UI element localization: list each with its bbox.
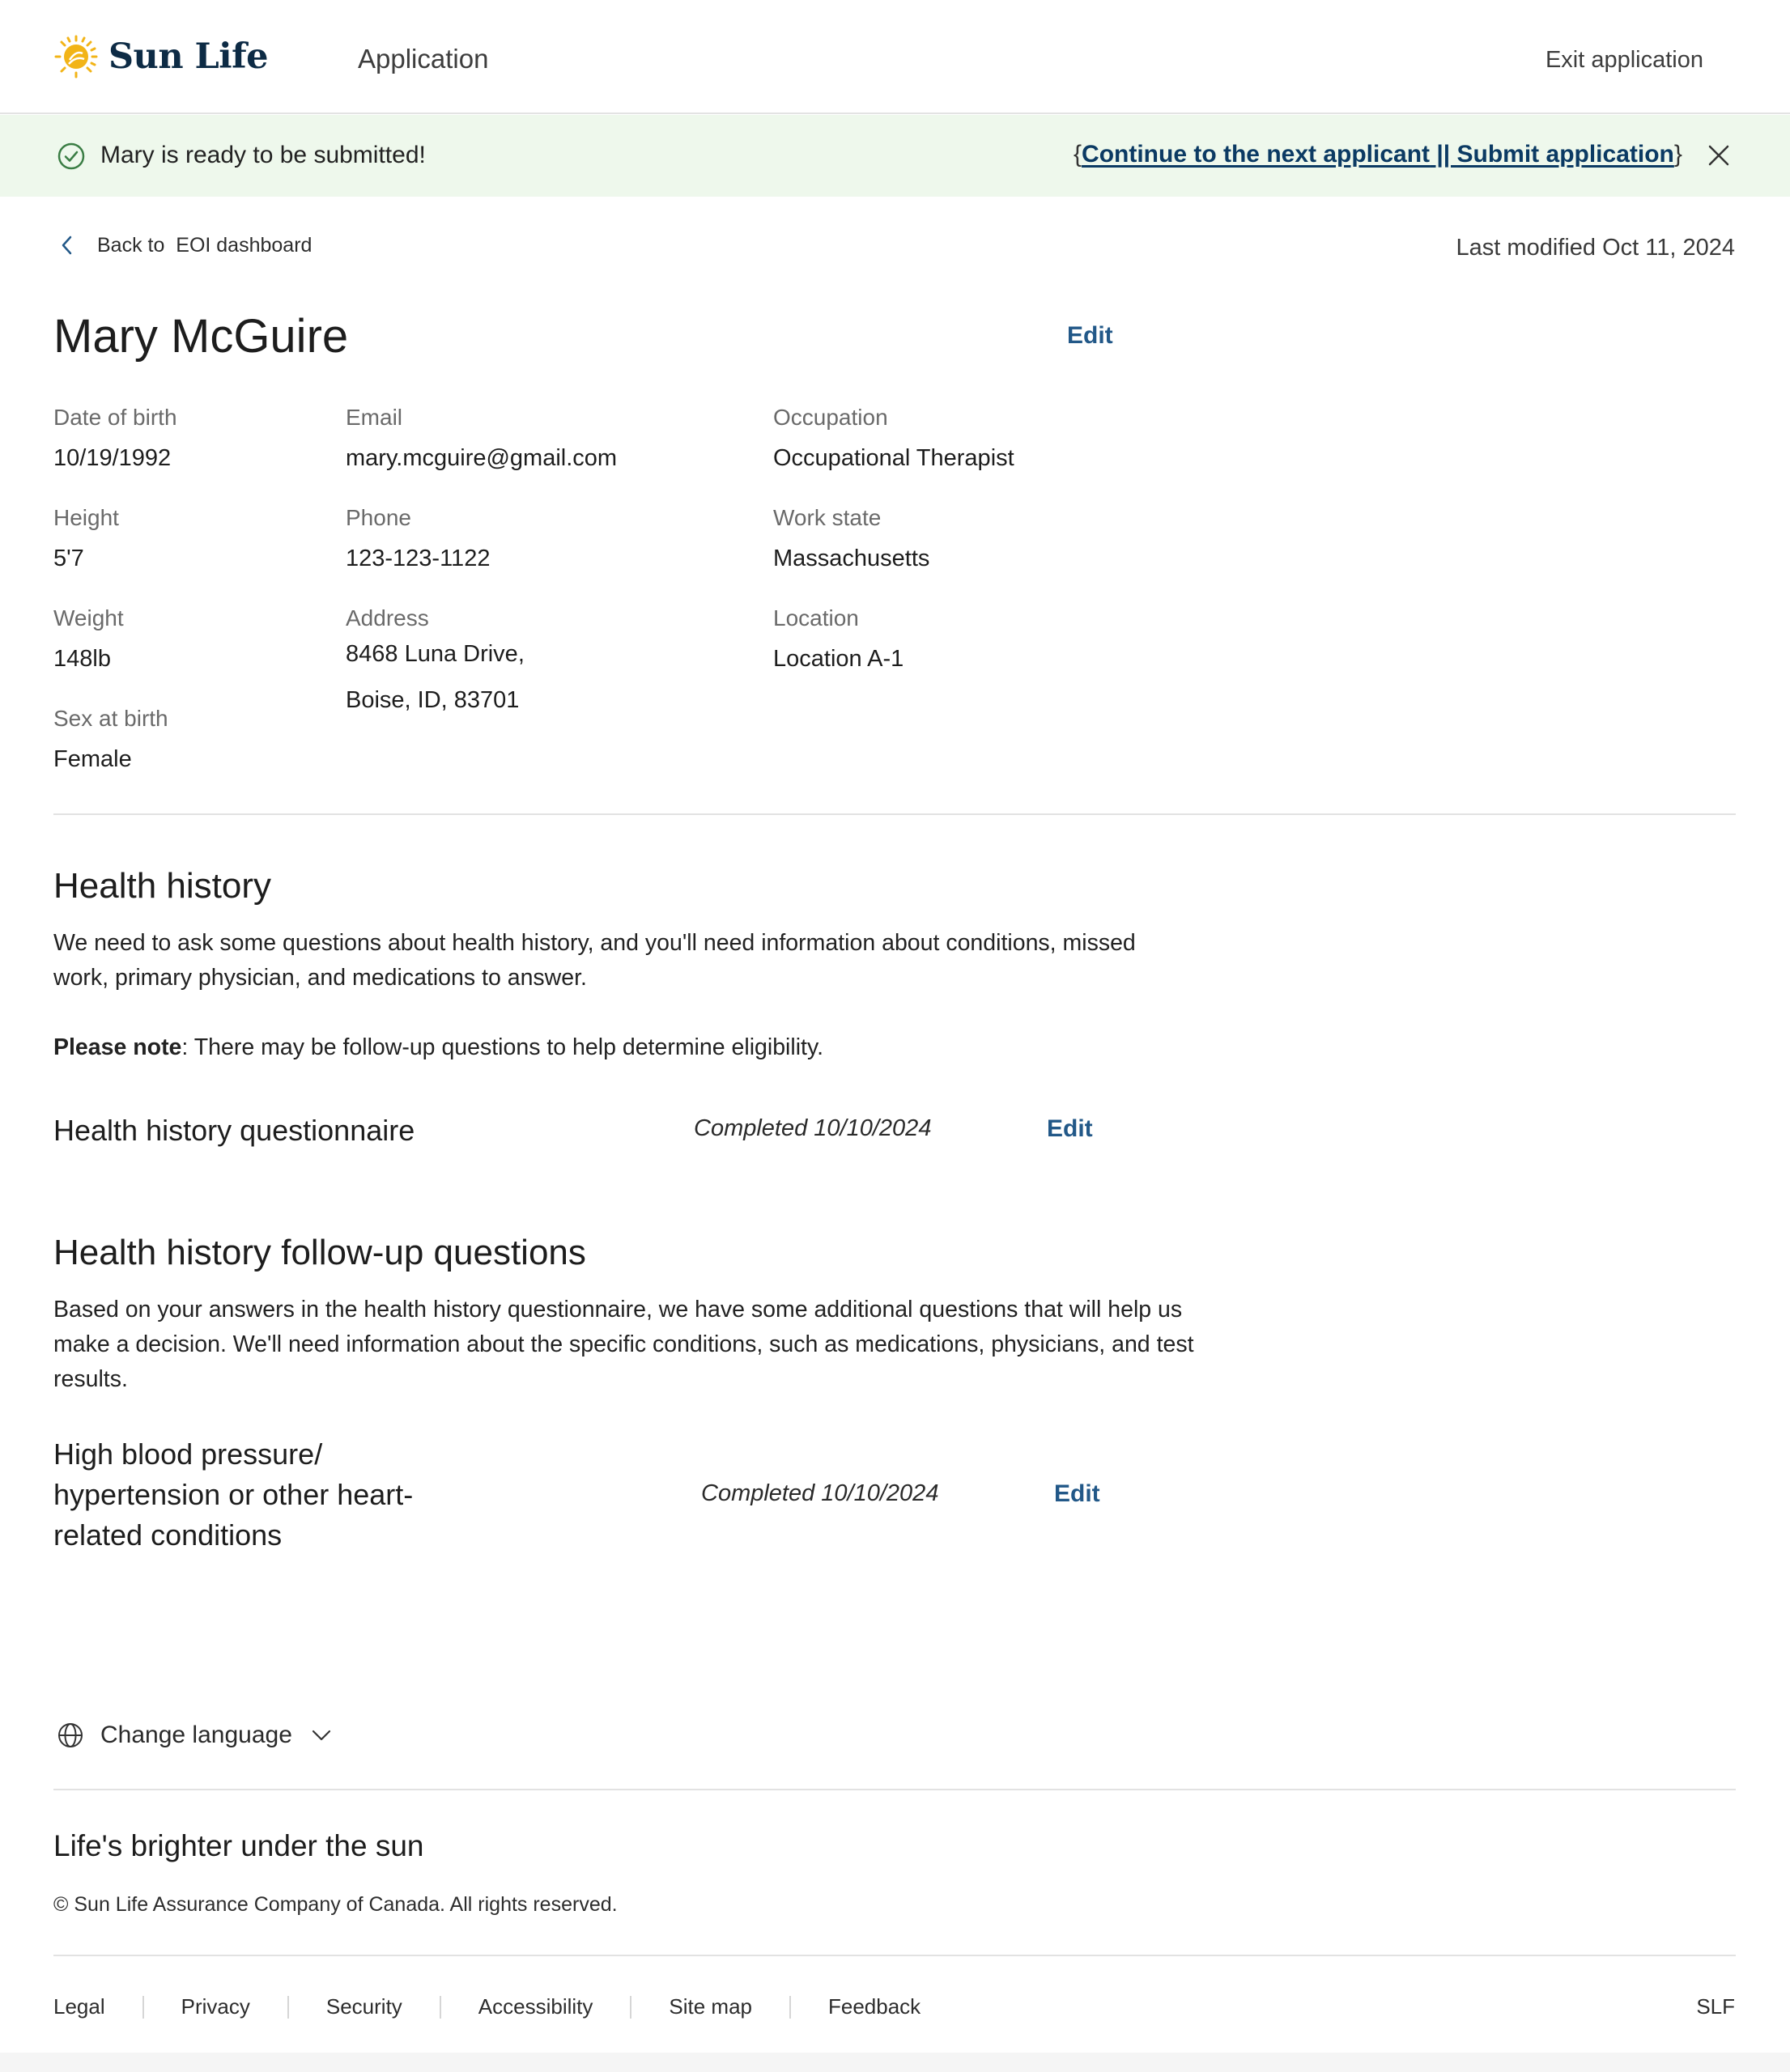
footer-separator <box>440 1996 441 2019</box>
footer-separator <box>789 1996 791 2019</box>
item-line-3: related conditions <box>53 1518 283 1552</box>
address-label: Address <box>346 605 429 631</box>
address-line1: 8468 Luna Drive, <box>346 641 525 667</box>
edit-applicant-button[interactable]: Edit <box>1067 322 1113 349</box>
item-line-1: High blood pressure/ <box>53 1437 323 1471</box>
footer-link-security[interactable]: Security <box>325 1994 402 2019</box>
edit-follow-up-button[interactable]: Edit <box>1054 1480 1100 1507</box>
footer-divider-top <box>53 1789 1736 1790</box>
chevron-left-icon <box>58 233 76 257</box>
sun-life-logo[interactable] <box>53 34 268 79</box>
phone-value: 123-123-1122 <box>346 546 491 571</box>
footer-separator <box>630 1996 631 2019</box>
footer-copyright: © Sun Life Assurance Company of Canada. All rights reserved. <box>53 1893 618 1916</box>
banner-actions <box>1074 141 1682 168</box>
footer-divider-bottom <box>53 1955 1736 1956</box>
ready-banner <box>0 115 1790 197</box>
footer-link-legal[interactable]: Legal <box>53 1994 105 2019</box>
follow-up-item-title <box>53 1434 413 1556</box>
follow-up-description: Based on your answers in the health history questionnaire, we have some additional questions that will help us make a decision. We'll need information about the specific conditions, such as medications, physicians, and test results. <box>53 1297 1194 1392</box>
occupation-value: Occupational Therapist <box>773 445 1014 471</box>
app-header <box>0 0 1790 114</box>
note-bold: Please note <box>53 1034 182 1060</box>
continue-next-applicant-link[interactable]: Continue to the next applicant <box>1082 141 1431 168</box>
phone-label: Phone <box>346 505 411 530</box>
link-divider: || <box>1430 141 1457 168</box>
weight-value: 148lb <box>53 646 111 672</box>
close-icon[interactable] <box>1706 142 1732 168</box>
check-circle-icon <box>57 142 86 171</box>
item-line-2: hypertension or other heart- <box>53 1478 414 1511</box>
dob-value: 10/19/1992 <box>53 445 172 471</box>
health-history-description: We need to ask some questions about health history, and you'll need information about conditions, missed work, primary physician, and medications to answer. <box>53 930 1136 991</box>
chevron-down-icon <box>310 1727 333 1743</box>
location-label: Location <box>773 605 859 631</box>
footer-link-feedback[interactable]: Feedback <box>828 1994 921 2019</box>
follow-up-title: Health history follow-up questions <box>53 1233 586 1272</box>
section-divider <box>53 813 1736 815</box>
globe-icon <box>57 1722 84 1749</box>
submit-application-link[interactable]: Submit application <box>1456 141 1674 168</box>
banner-message: Mary is ready to be submitted! <box>100 142 426 168</box>
footer-tagline: Life's brighter under the sun <box>53 1829 424 1862</box>
edit-questionnaire-button[interactable]: Edit <box>1047 1115 1093 1142</box>
email-label: Email <box>346 405 403 430</box>
questionnaire-title: Health history questionnaire <box>53 1114 415 1147</box>
footer-slf: SLF <box>1696 1994 1735 2019</box>
footer-link-privacy[interactable]: Privacy <box>181 1994 250 2019</box>
occupation-label: Occupation <box>773 405 888 430</box>
health-history-note <box>53 1030 1171 1065</box>
sex-value: Female <box>53 746 132 772</box>
health-history-title: Health history <box>53 866 272 906</box>
sex-label: Sex at birth <box>53 706 168 731</box>
bottom-strip <box>0 2053 1790 2072</box>
footer-separator <box>287 1996 289 2019</box>
location-value: Location A-1 <box>773 646 904 672</box>
last-modified: Last modified Oct 11, 2024 <box>1456 235 1735 261</box>
change-language-label: Change language <box>100 1722 292 1748</box>
address-line2: Boise, ID, 83701 <box>346 687 520 713</box>
workstate-label: Work state <box>773 505 882 530</box>
change-language-dropdown[interactable] <box>57 1722 333 1749</box>
footer-link-site-map[interactable]: Site map <box>669 1994 752 2019</box>
height-label: Height <box>53 505 119 530</box>
exit-application-link[interactable]: Exit application <box>1545 47 1703 73</box>
questionnaire-status: Completed 10/10/2024 <box>694 1115 932 1141</box>
dob-label: Date of birth <box>53 405 177 430</box>
app-label: Application <box>358 44 489 74</box>
follow-up-item-status: Completed 10/10/2024 <box>701 1480 939 1506</box>
height-value: 5'7 <box>53 546 84 571</box>
applicant-name: Mary McGuire <box>53 310 349 363</box>
brace-close: } <box>1673 141 1682 168</box>
email-value: mary.mcguire@gmail.com <box>346 445 618 471</box>
footer-separator <box>142 1996 144 2019</box>
workstate-value: Massachusetts <box>773 546 930 571</box>
brand-name: Sun Life <box>108 36 268 77</box>
brace-open: { <box>1074 141 1082 168</box>
weight-label: Weight <box>53 605 124 631</box>
footer-links <box>53 1994 921 2019</box>
sun-logo-icon <box>53 34 99 79</box>
note-text: : There may be follow-up questions to help determine eligibility. <box>181 1034 824 1060</box>
back-to-dashboard-link[interactable] <box>58 233 312 257</box>
back-label: Back to EOI dashboard <box>97 233 313 257</box>
footer-link-accessibility[interactable]: Accessibility <box>478 1994 593 2019</box>
